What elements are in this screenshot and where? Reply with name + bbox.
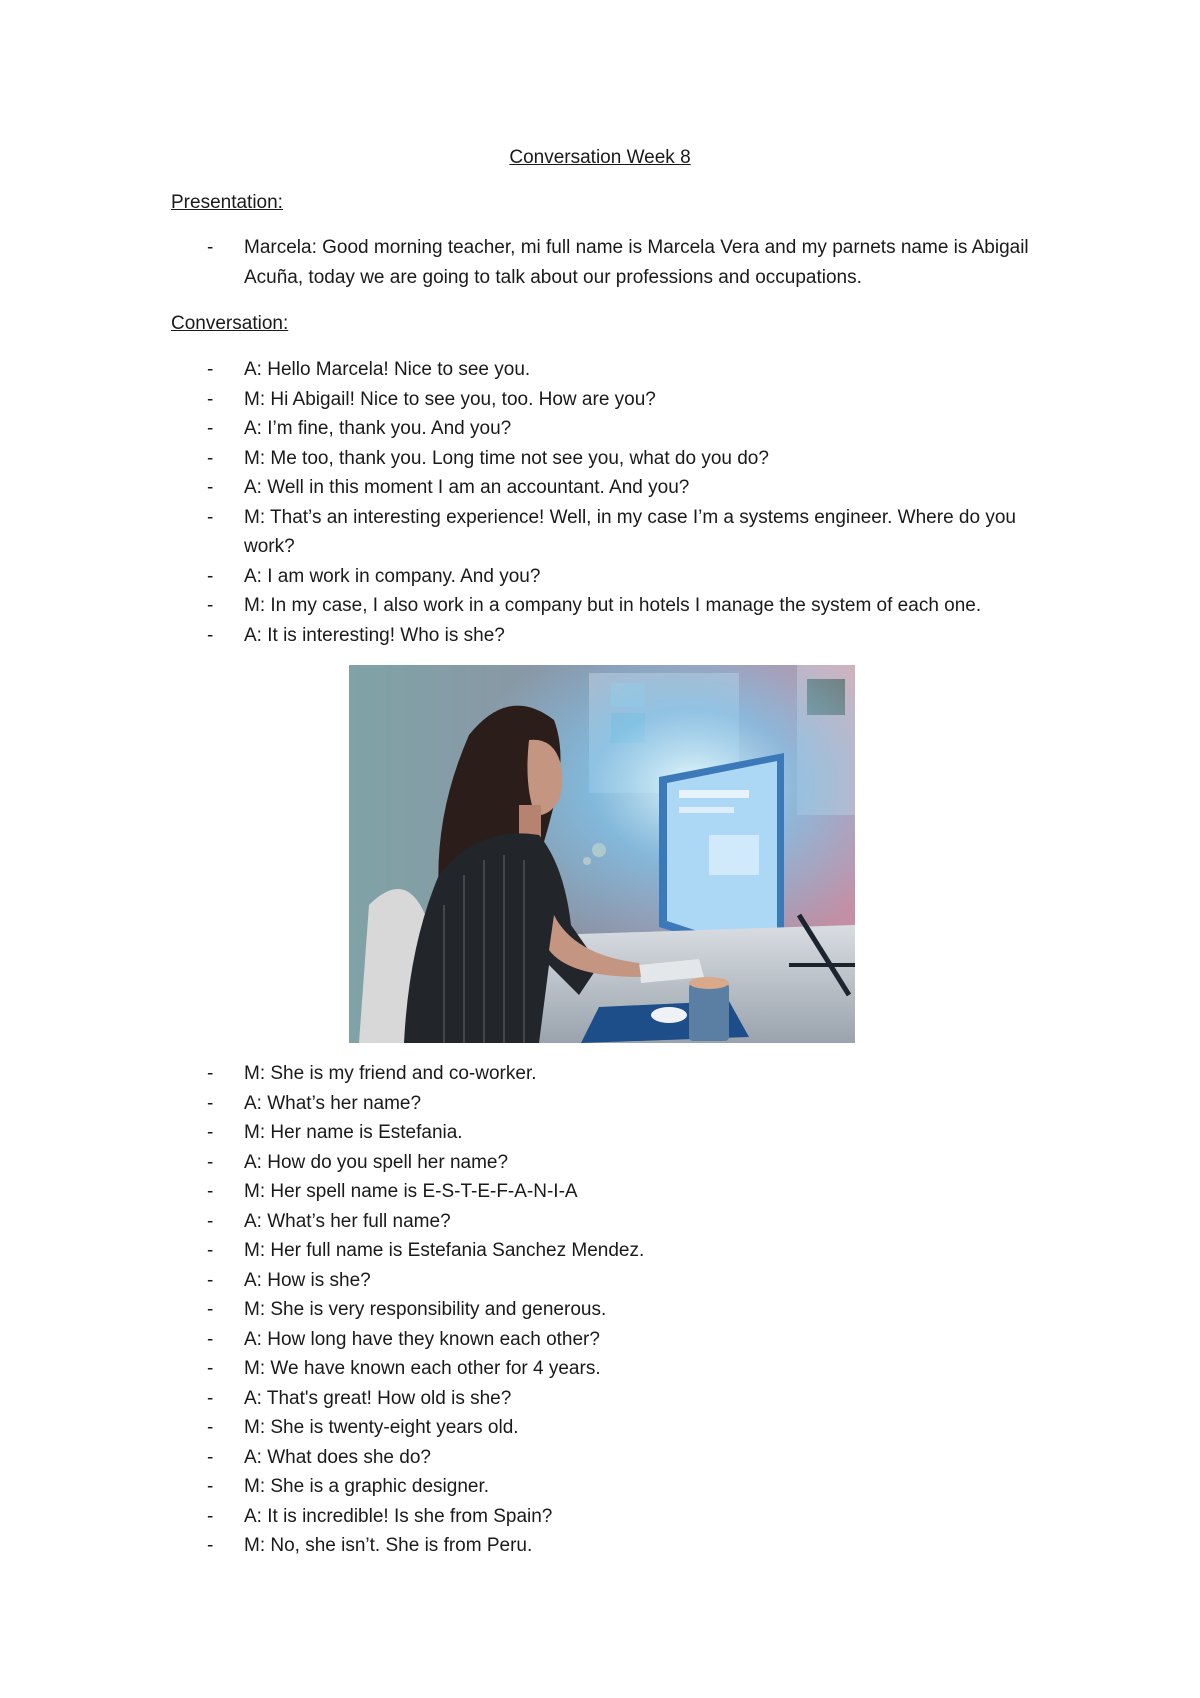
- dialogue-line: - A: Hello Marcela! Nice to see you.: [171, 355, 1051, 385]
- dialogue-line: - A: What’s her full name?: [171, 1207, 1051, 1237]
- dialogue-line: - M: Her spell name is E-S-T-E-F-A-N-I-A: [171, 1177, 1051, 1207]
- dialogue-line: - A: It is incredible! Is she from Spain?: [171, 1502, 1051, 1532]
- dialogue-line: - M: She is very responsibility and generous.: [171, 1295, 1051, 1325]
- dialogue-line: - A: What’s her name?: [171, 1089, 1051, 1119]
- dialogue-line: - A: How is she?: [171, 1266, 1051, 1296]
- dialogue-line: - A: I’m fine, thank you. And you?: [171, 414, 1051, 444]
- dialogue-line: - M: Hi Abigail! Nice to see you, too. How are you?: [171, 385, 1051, 415]
- conversation-list-part2: [171, 1059, 1051, 1561]
- dialogue-line: - A: What does she do?: [171, 1443, 1051, 1473]
- dialogue-line: - M: No, she isn’t. She is from Peru.: [171, 1531, 1051, 1561]
- woman-at-computer-photo: [349, 665, 855, 1043]
- dialogue-line: - A: How do you spell her name?: [171, 1148, 1051, 1178]
- dialogue-line: - M: That’s an interesting experience! Well, in my case I’m a systems engineer. Where do you work?: [171, 503, 1051, 562]
- dialogue-line: - M: She is my friend and co-worker.: [171, 1059, 1051, 1089]
- dialogue-line: - A: That's great! How old is she?: [171, 1384, 1051, 1414]
- conversation-heading: Conversation:: [171, 313, 289, 334]
- presentation-heading: Presentation:: [171, 192, 283, 213]
- dialogue-line: - M: We have known each other for 4 years.: [171, 1354, 1051, 1384]
- dialogue-line: - M: Her name is Estefania.: [171, 1118, 1051, 1148]
- presentation-list: [171, 233, 1051, 292]
- dialogue-line: - A: How long have they known each other?: [171, 1325, 1051, 1355]
- presentation-item: - Marcela: Good morning teacher, mi full name is Marcela Vera and my parnets name is Abigail Acuña, today we are going to talk about our professions and occupations.: [171, 233, 1051, 292]
- dialogue-line: - M: Me too, thank you. Long time not see you, what do you do?: [171, 444, 1051, 474]
- dialogue-line: - A: It is interesting! Who is she?: [171, 621, 1051, 651]
- document-title: Conversation Week 8: [509, 147, 691, 168]
- dialogue-line: - M: She is twenty-eight years old.: [171, 1413, 1051, 1443]
- dialogue-line: - A: I am work in company. And you?: [171, 562, 1051, 592]
- dialogue-line: - A: Well in this moment I am an accountant. And you?: [171, 473, 1051, 503]
- dialogue-line: - M: She is a graphic designer.: [171, 1472, 1051, 1502]
- conversation-list-part1: [171, 355, 1051, 650]
- dialogue-line: - M: In my case, I also work in a company but in hotels I manage the system of each one.: [171, 591, 1051, 621]
- dialogue-line: - M: Her full name is Estefania Sanchez Mendez.: [171, 1236, 1051, 1266]
